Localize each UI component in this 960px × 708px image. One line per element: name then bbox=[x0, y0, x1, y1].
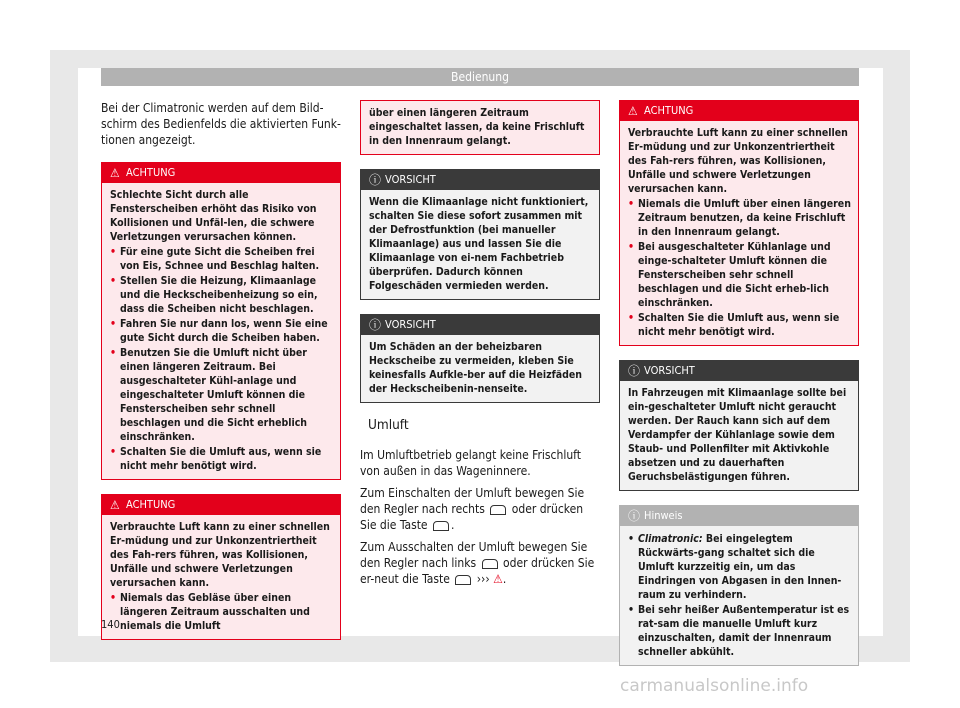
caution-header bbox=[361, 170, 599, 190]
bullet-icon: • bbox=[628, 604, 635, 616]
warning-continuation bbox=[360, 100, 600, 155]
list-item: • Fahren Sie nur dann los, wenn Sie eine gute Sicht durch die Scheiben haben. bbox=[110, 318, 328, 344]
bullet-icon: • bbox=[110, 347, 117, 359]
list-item: • Schalten Sie die Umluft aus, wenn sie nicht mehr benötigt wird. bbox=[628, 312, 840, 338]
warning-lead: Schlechte Sicht durch alle Fensterscheiben erhöht das Risiko von Kollisionen und Unfäl-len, die schwere Verletzungen verursachen können. bbox=[110, 189, 317, 243]
list-item: • Climatronic: Bei eingelegtem Rückwärts-gang schaltet sich die Umluft kurzzeitig ein, um das Eindringen von Abgasen in den Innen-raum zu verhindern. bbox=[628, 533, 842, 601]
bullet-icon: • bbox=[628, 241, 635, 253]
column-3 bbox=[619, 100, 859, 680]
warning-lead: Verbrauchte Luft kann zu einer schnellen Er-müdung und zur Unkonzentriertheit des Fah-rers führen, was Kollisionen, Unfälle und schwere Verletzungen verursachen kann. bbox=[628, 127, 848, 195]
page-header: Bedienung bbox=[101, 68, 859, 86]
warning-triangle-icon: ⚠ bbox=[110, 498, 120, 512]
body-paragraph: Zum Ausschalten der Umluft bewegen Sie den Regler nach links oder drücken Sie er-neut die Taste ››› ⚠. bbox=[360, 540, 595, 586]
warning-triangle-icon: ⚠ bbox=[628, 104, 638, 118]
recirculation-icon bbox=[482, 559, 498, 569]
warning-header bbox=[102, 495, 340, 515]
info-circle-icon: ⓘ bbox=[628, 364, 641, 378]
list-item: • Bei ausgeschalteter Kühlanlage und einge-schalteter Umluft können die Fensterscheiben sehr schnell beschlagen und die Sicht erheb-lich einschränken. bbox=[628, 241, 831, 309]
caution-text: In Fahrzeugen mit Klimaanlage sollte bei ein-geschalteter Umluft nicht geraucht werden. Der Rauch kann sich auf dem Verdampfer der Kühlanlage sowie dem Staub- und Pollenfilter mit Aktivkohle absetzen und zu dauerhaften Geruchsbelästigungen führen. bbox=[628, 387, 847, 483]
recirculation-icon bbox=[455, 575, 471, 585]
bullet-icon: • bbox=[110, 318, 117, 330]
list-item: • Niemals die Umluft über einen längeren Zeitraum benutzen, da keine Frischluft in den Innenraum gelangt. bbox=[628, 198, 851, 238]
list-item: • Für eine gute Sicht die Scheiben frei von Eis, Schnee und Beschlag halten. bbox=[110, 246, 320, 272]
recirculation-icon bbox=[490, 505, 506, 515]
body-paragraph: Im Umluftbetrieb gelangt keine Frischluft von außen in das Wageninnere. bbox=[360, 448, 581, 478]
bullet-icon: • bbox=[628, 312, 635, 324]
list-item: • Bei sehr heißer Außentemperatur ist es rat-sam die manuelle Umluft kurz einzuschalten, damit der Innenraum schneller abkühlt. bbox=[628, 604, 850, 658]
warning-continuation-text: über einen längeren Zeitraum eingeschaltet lassen, da keine Frischluft in den Innenraum gelangt. bbox=[369, 107, 585, 147]
page-number: 140 bbox=[101, 618, 120, 631]
info-icon: ⓘ bbox=[628, 509, 641, 523]
warning-label: ACHTUNG bbox=[126, 166, 176, 179]
bullet-icon: • bbox=[110, 275, 117, 287]
warning-label: ACHTUNG bbox=[126, 498, 176, 511]
section-title: Umluft bbox=[368, 417, 409, 433]
warning-header bbox=[620, 101, 858, 121]
watermark: carmanualsonline.info bbox=[620, 676, 809, 696]
caution-header bbox=[361, 315, 599, 335]
column-2 bbox=[360, 100, 600, 593]
warning-label: ACHTUNG bbox=[644, 104, 694, 117]
recirculation-icon bbox=[433, 521, 449, 531]
caution-label: VORSICHT bbox=[385, 318, 436, 331]
warning-triangle-icon: ⚠ bbox=[493, 572, 503, 586]
list-item: • Stellen Sie die Heizung, Klimaanlage und die Heckscheibenheizung so ein, dass die Scheiben nicht beschlagen. bbox=[110, 275, 318, 315]
bullet-icon: • bbox=[628, 533, 635, 545]
warning-box-1 bbox=[101, 162, 341, 480]
note-label: Hinweis bbox=[644, 509, 683, 522]
caution-text: Wenn die Klimaanlage nicht funktioniert, schalten Sie diese sofort zusammen mit der Defrostfunktion (bei manueller Klimaanlage) aus und lassen Sie die Klimaanlage von ei-nem Fachbetrieb überprüfen. Dadurch können Folgeschäden vermieden werden. bbox=[369, 196, 589, 292]
note-box bbox=[619, 505, 859, 666]
list-item: • Niemals das Gebläse über einen längeren Zeitraum ausschalten und niemals die Umluft bbox=[110, 592, 310, 632]
bullet-icon: • bbox=[110, 592, 117, 604]
intro-text: Bei der Climatronic werden auf dem Bild-schirm des Bedienfelds die aktivierten Funk-tionen angezeigt. bbox=[101, 101, 341, 147]
caution-box-1 bbox=[360, 169, 600, 300]
caution-box-3 bbox=[619, 360, 859, 491]
caution-label: VORSICHT bbox=[385, 173, 436, 186]
bullet-icon: • bbox=[110, 246, 117, 258]
warning-triangle-icon: ⚠ bbox=[110, 166, 120, 180]
caution-box-2 bbox=[360, 314, 600, 403]
warning-box-2 bbox=[101, 494, 341, 640]
caution-label: VORSICHT bbox=[644, 364, 695, 377]
bullet-icon: • bbox=[628, 198, 635, 210]
caution-header bbox=[620, 361, 858, 381]
list-item: • Benutzen Sie die Umluft nicht über einen längeren Zeitraum. Bei ausgeschalteter Kühl-anlage und eingeschalteter Umluft können die Fensterscheiben sehr schnell beschlagen und die Sicht erheblich einschränken. bbox=[110, 347, 308, 443]
warning-box-3 bbox=[619, 100, 859, 346]
body-paragraph: Zum Einschalten der Umluft bewegen Sie den Regler nach rechts oder drücken Sie die Taste . bbox=[360, 486, 585, 532]
caution-text: Um Schäden an der beheizbaren Heckscheibe zu vermeiden, kleben Sie keinesfalls Aufkle-ber auf die Heizfäden der Heckscheibenin-nenseite. bbox=[369, 341, 582, 395]
warning-lead: Verbrauchte Luft kann zu einer schnellen Er-müdung und zur Unkonzentriertheit des Fah-rers führen, was Kollisionen, Unfälle und schwere Verletzungen verursachen kann. bbox=[110, 521, 330, 589]
bullet-icon: • bbox=[110, 446, 117, 458]
list-item: • Schalten Sie die Umluft aus, wenn sie nicht mehr benötigt wird. bbox=[110, 446, 322, 472]
warning-header bbox=[102, 163, 340, 183]
info-circle-icon: ⓘ bbox=[369, 318, 382, 332]
reference-arrows: ››› bbox=[476, 572, 490, 586]
info-circle-icon: ⓘ bbox=[369, 173, 382, 187]
note-header bbox=[620, 506, 858, 526]
column-1 bbox=[101, 100, 341, 654]
